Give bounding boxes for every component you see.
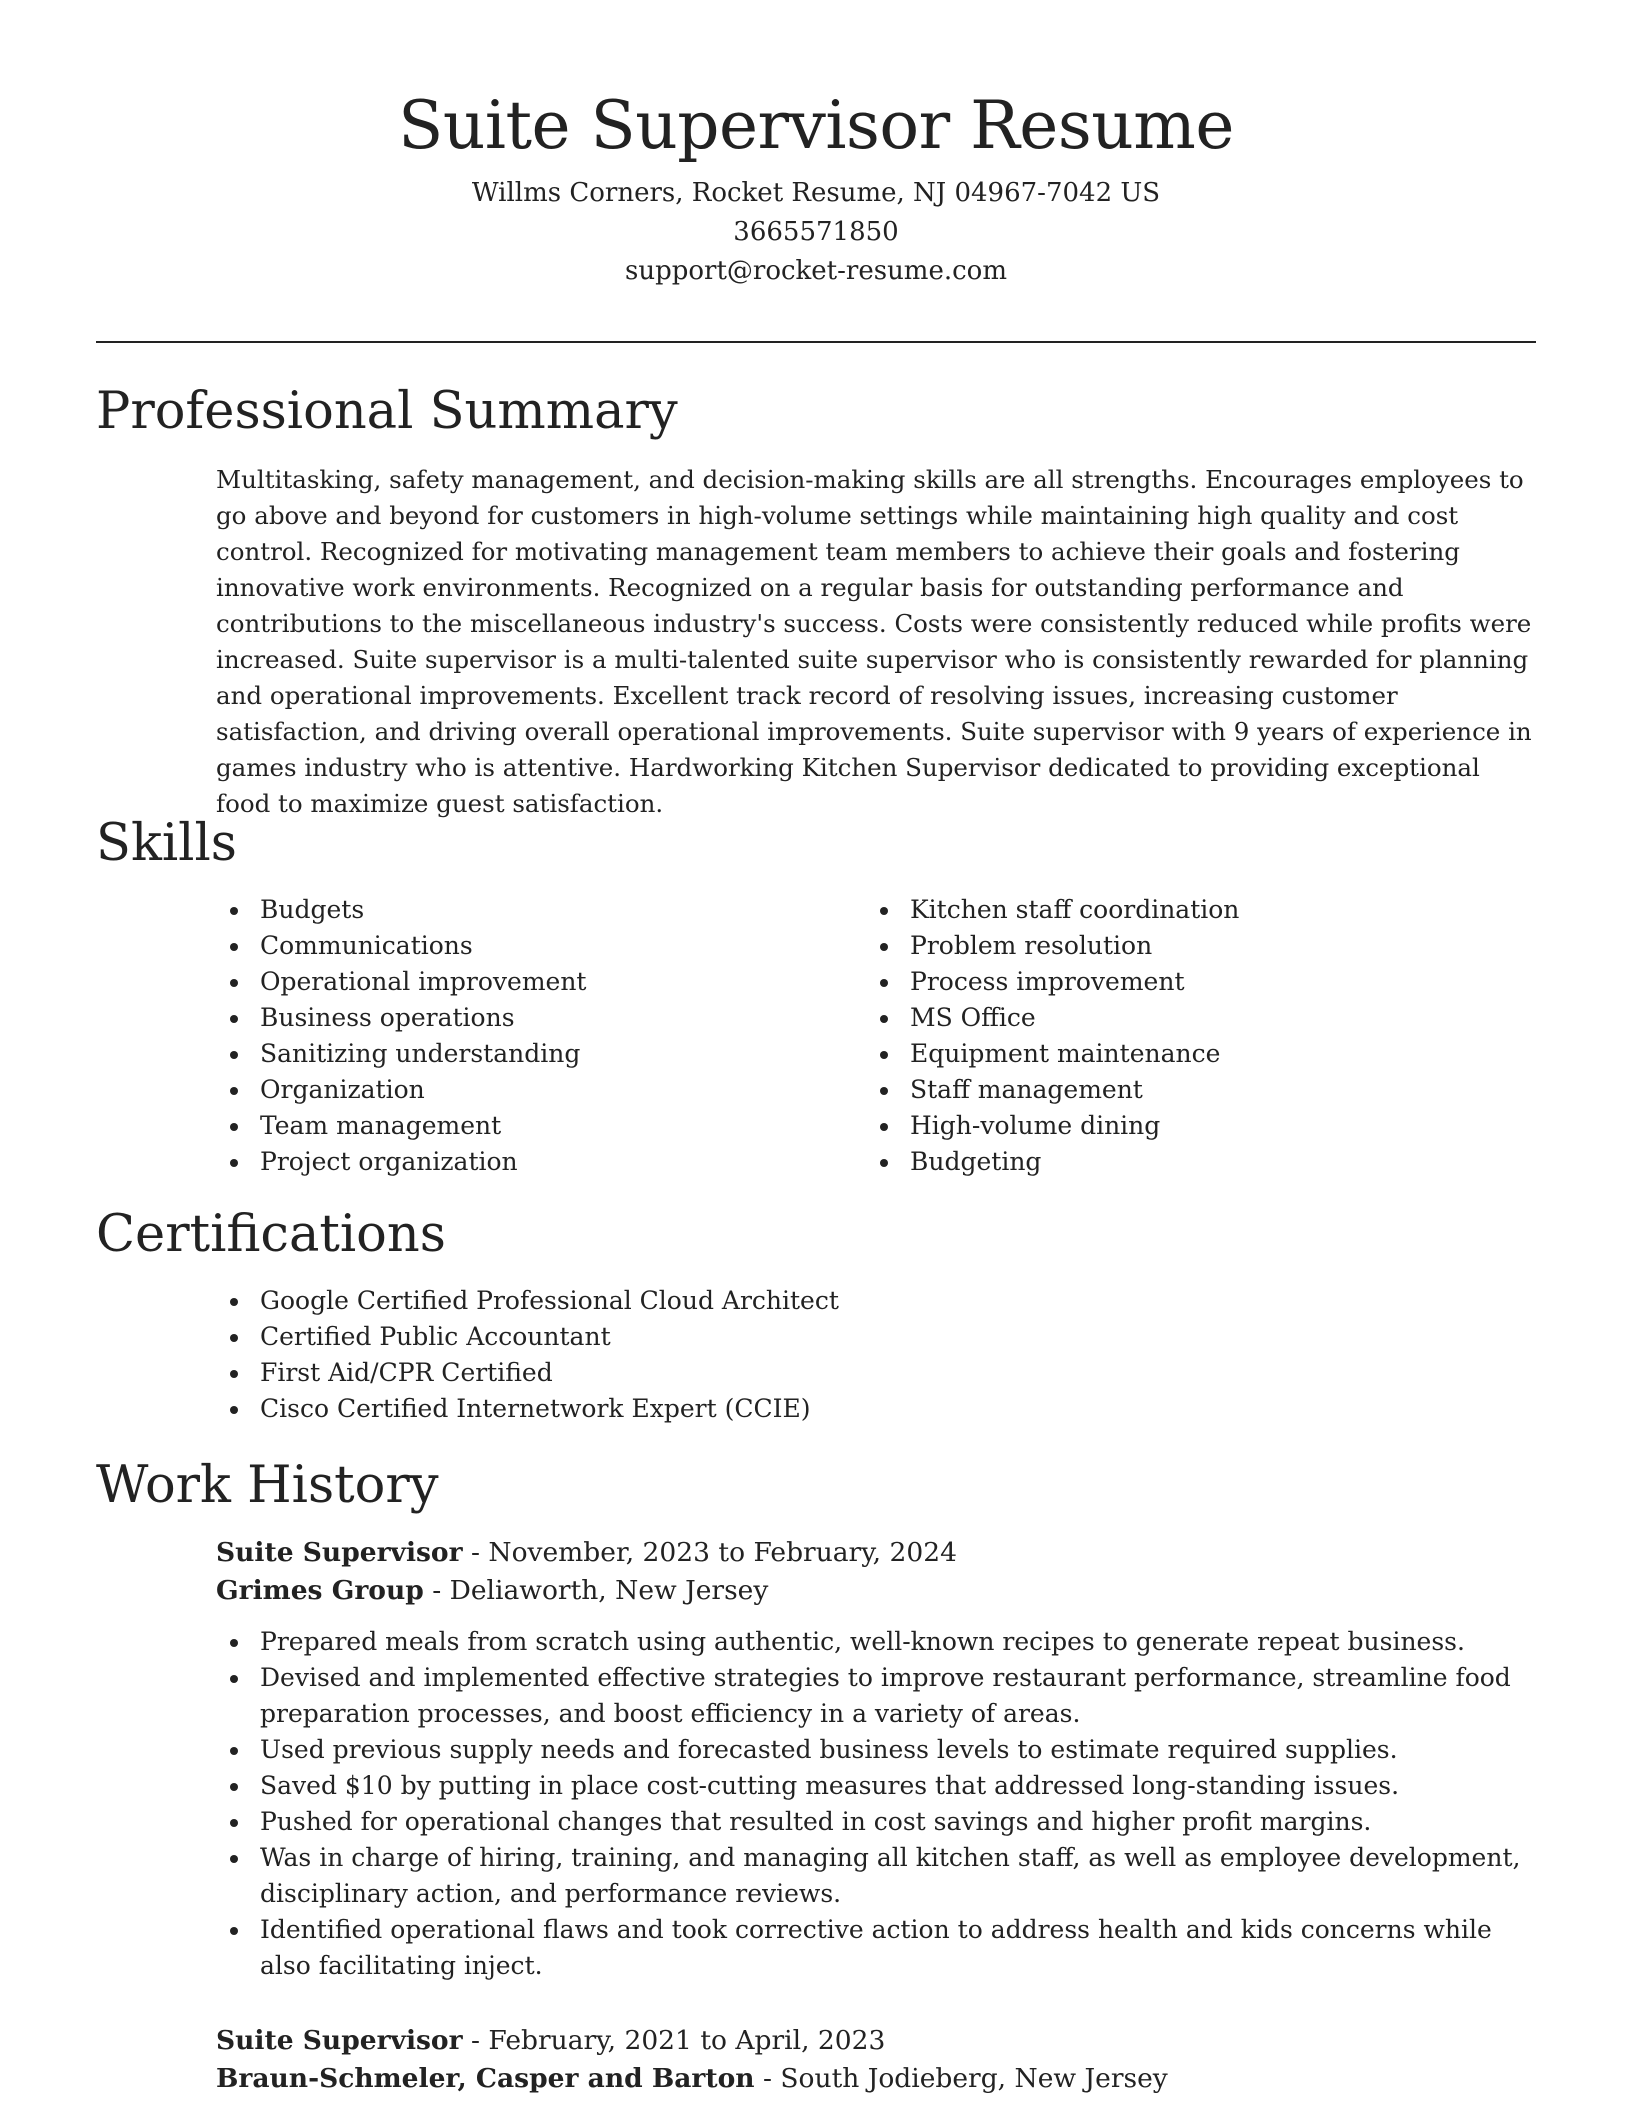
resume-title: Suite Supervisor Resume <box>398 87 1234 164</box>
job-duty-item: Pushed for operational changes that resulted in cost savings and higher profit margins. <box>216 1804 1536 1840</box>
job-company-line <box>216 1572 1536 1610</box>
resume-header <box>0 80 1632 291</box>
job-title: Suite Supervisor <box>216 2025 463 2056</box>
skill-item: Operational improvement <box>216 964 856 1000</box>
skill-item: Business operations <box>216 1000 856 1036</box>
work-history-heading: Work History <box>96 1456 439 1515</box>
job-duty-item: Was in charge of hiring, training, and managing all kitchen staff, as well as employee development, disciplinary action, and performance reviews. <box>216 1840 1536 1912</box>
job-title-line <box>216 1534 1536 1572</box>
certifications-heading: Certifications <box>96 1205 446 1264</box>
contact-email: support@rocket-resume.com <box>624 256 1007 286</box>
job-location: - Deliaworth, New Jersey <box>423 1575 769 1606</box>
certification-item: First Aid/CPR Certified <box>216 1355 1316 1391</box>
skill-item: Equipment maintenance <box>866 1036 1506 1072</box>
job-duty-item: Prepared meals from scratch using authentic, well-known recipes to generate repeat business. <box>216 1624 1536 1660</box>
job-duty-item: Devised and implemented effective strategies to improve restaurant performance, streamline food preparation processes, and boost efficiency in a variety of areas. <box>216 1660 1536 1732</box>
job-entry <box>216 1534 1536 1984</box>
certification-item: Cisco Certified Internetwork Expert (CCIE) <box>216 1391 1316 1427</box>
header-divider <box>96 341 1536 343</box>
skills-list-right <box>866 892 1506 1180</box>
job-duty-item: Used previous supply needs and forecasted business levels to estimate required supplies. <box>216 1732 1536 1768</box>
summary-text: Multitasking, safety management, and decision-making skills are all strengths. Encourages employees to go above and beyond for customers in high-volume settings while maintaining high quality and cost control. Recognized for motivating management team members to achieve their goals and fostering innovative work environments. Recognized on a regular basis for outstanding performance and contributions to the miscellaneous industry's success. Costs were consistently reduced while profits were increased. Suite supervisor is a multi-talented suite supervisor who is consistently rewarded for planning and operational improvements. Excellent track record of resolving issues, increasing customer satisfaction, and driving overall operational improvements. Suite supervisor with 9 years of experience in games industry who is attentive. Hardworking Kitchen Supervisor dedicated to providing exceptional food to maximize guest satisfaction. <box>216 465 1532 818</box>
skill-item: Kitchen staff coordination <box>866 892 1506 928</box>
skill-item: Problem resolution <box>866 928 1506 964</box>
job-duty-item: Saved $10 by putting in place cost-cutting measures that addressed long-standing issues. <box>216 1768 1536 1804</box>
certification-item: Certified Public Accountant <box>216 1319 1316 1355</box>
skill-item: Staff management <box>866 1072 1506 1108</box>
contact-address: Willms Corners, Rocket Resume, NJ 04967-7042 US <box>471 178 1161 208</box>
job-location: - South Jodieberg, New Jersey <box>754 2063 1168 2094</box>
job-title-line <box>216 2022 1536 2060</box>
job-title: Suite Supervisor <box>216 1537 463 1568</box>
skill-item: Budgeting <box>866 1144 1506 1180</box>
skill-item: Communications <box>216 928 856 964</box>
certifications-list <box>216 1283 1316 1427</box>
skill-item: Sanitizing understanding <box>216 1036 856 1072</box>
skill-item: Budgets <box>216 892 856 928</box>
contact-block <box>0 174 1632 291</box>
summary-heading: Professional Summary <box>96 382 678 441</box>
skill-item: Process improvement <box>866 964 1506 1000</box>
skill-item: High-volume dining <box>866 1108 1506 1144</box>
job-company: Braun-Schmeler, Casper and Barton <box>216 2063 755 2094</box>
skill-item: Team management <box>216 1108 856 1144</box>
certification-item: Google Certified Professional Cloud Architect <box>216 1283 1316 1319</box>
skill-item: Project organization <box>216 1144 856 1180</box>
skills-list-left <box>216 892 856 1180</box>
job-duty-item: Identified operational flaws and took corrective action to address health and kids concerns while also facilitating inject. <box>216 1912 1536 1984</box>
job-dates: - November, 2023 to February, 2024 <box>462 1537 957 1568</box>
skills-heading: Skills <box>96 814 237 873</box>
job-dates: - February, 2021 to April, 2023 <box>462 2025 886 2056</box>
job-company: Grimes Group <box>216 1575 424 1606</box>
job-duties-list <box>216 1624 1536 1984</box>
contact-phone: 3665571850 <box>733 217 899 247</box>
skill-item: MS Office <box>866 1000 1506 1036</box>
skill-item: Organization <box>216 1072 856 1108</box>
job-company-line <box>216 2060 1536 2098</box>
job-entry <box>216 2022 1536 2098</box>
